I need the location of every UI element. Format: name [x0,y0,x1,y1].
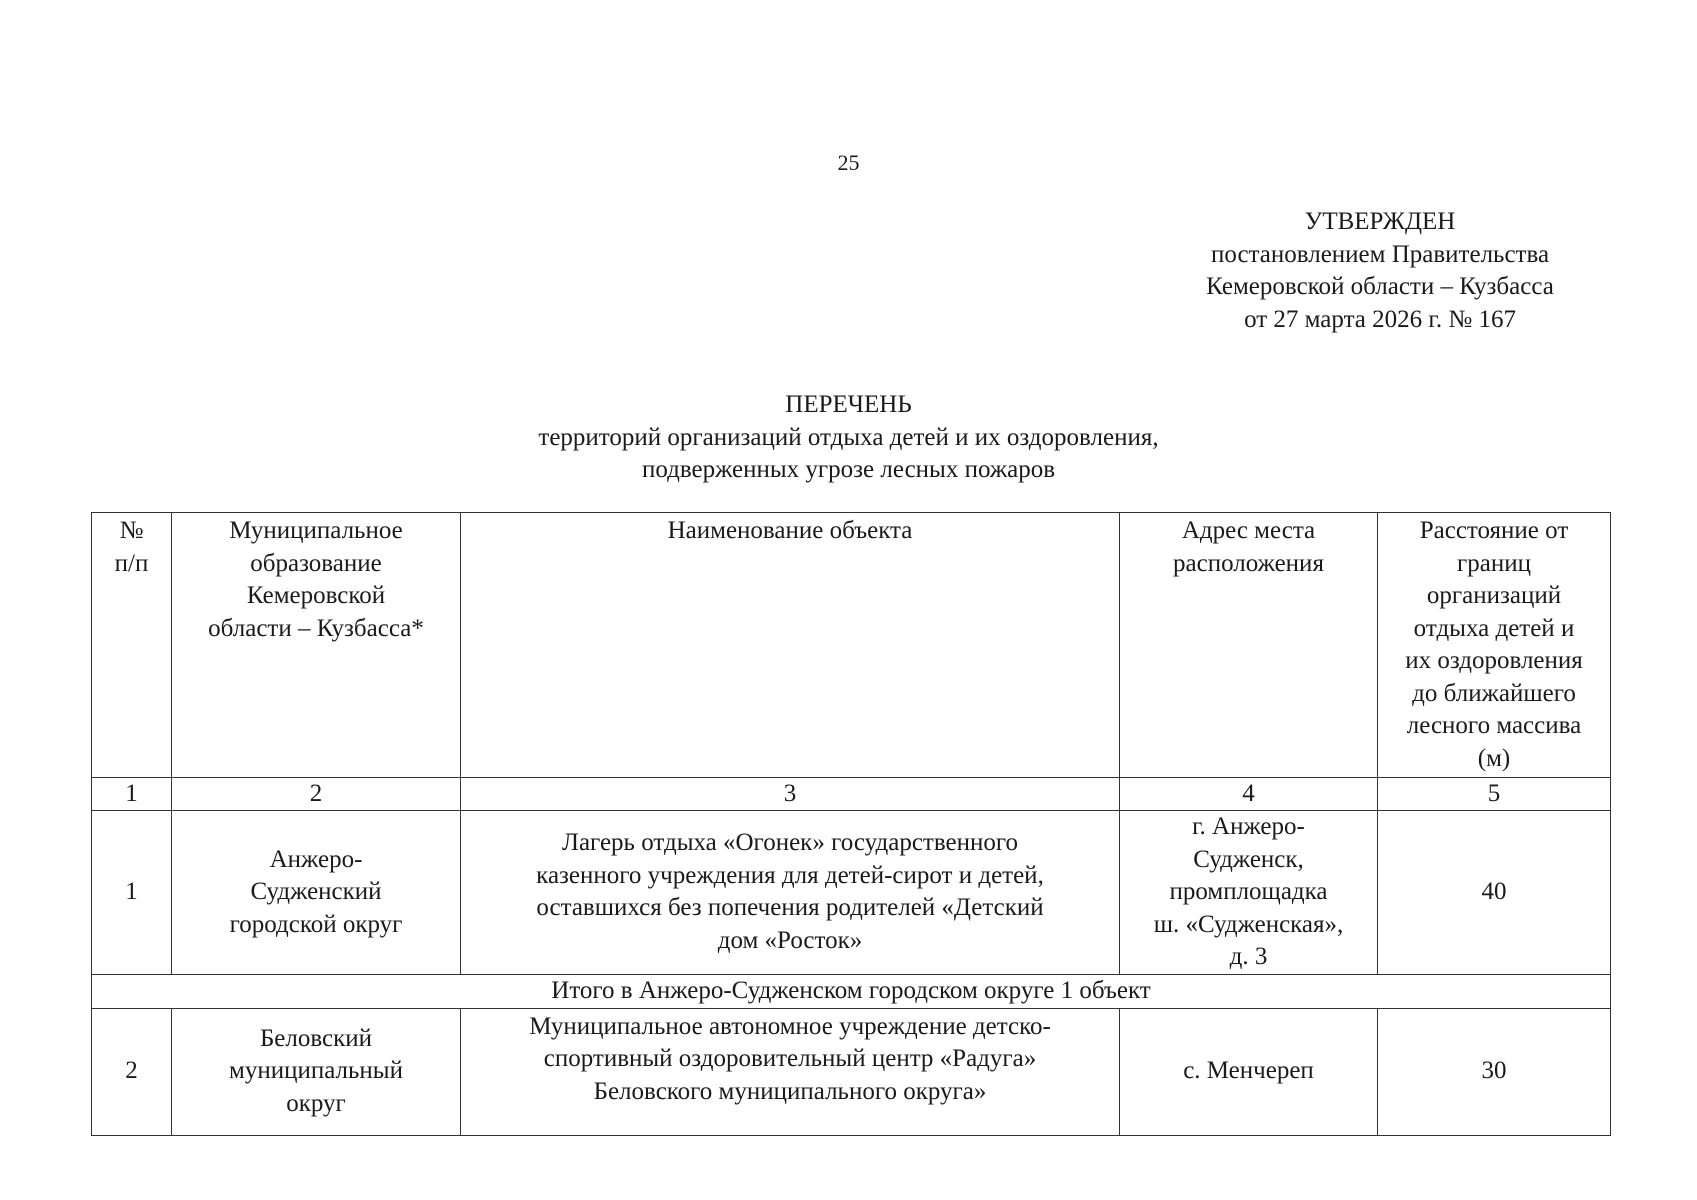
address-cell: с. Менчереп [1120,1008,1378,1135]
header-number: № п/п [92,513,172,778]
title-heading: ПЕРЕЧЕНЬ [785,391,912,418]
municipality-cell: Беловский муниципальный округ [172,1008,461,1135]
object-name-cell: Муниципальное автономное учреждение детско- спортивный оздоровительный центр «Радуга» Беловского муниципального округа» [461,1008,1120,1135]
header-address: Адрес места расположения [1120,513,1378,778]
header-municipality: Муниципальное образование Кемеровской области – Кузбасса* [172,513,461,778]
distance-cell: 40 [1378,811,1611,975]
page-number: 25 [837,150,860,175]
title-subtitle-line2: подверженных угрозе лесных пожаров [641,456,1056,483]
address-cell: г. Анжеро- Судженск, промплощадка ш. «Судженская», д. 3 [1120,811,1378,975]
title-subtitle-line1: территорий организаций отдыха детей и их оздоровления, [538,423,1159,451]
column-number-row [92,778,1611,811]
column-number-cell: 1 [92,778,172,811]
column-number-cell: 5 [1378,778,1611,811]
territories-table [91,512,1611,1136]
approval-line-resolution: постановлением Правительства [1210,240,1550,268]
approval-line-date: от 27 марта 2026 г. № 167 [1244,305,1516,333]
row-number: 1 [92,811,172,975]
header-object-name: Наименование объекта [461,513,1120,778]
object-name-cell: Лагерь отдыха «Огонек» государственного казенного учреждения для детей-сирот и детей, оставшихся без попечения родителей «Детский дом «Росток» [461,811,1120,975]
approval-stamp [1140,206,1620,336]
table-header-row [92,513,1611,778]
subtotal-cell: Итого в Анжеро-Судженском городском округе 1 объект [92,974,1611,1008]
column-number-cell: 4 [1120,778,1378,811]
approval-line-region: Кемеровской области – Кузбасса [1206,273,1554,300]
document-title [0,389,1697,487]
subtotal-row [92,974,1611,1008]
table-row [92,1008,1611,1135]
approval-line-approved: УТВЕРЖДЕН [1304,208,1456,235]
table-row [92,811,1611,975]
header-distance: Расстояние от границ организаций отдыха детей и их оздоровления до ближайшего лесного массива (м) [1378,513,1611,778]
distance-cell: 30 [1378,1008,1611,1135]
municipality-cell: Анжеро- Судженский городской округ [172,811,461,975]
row-number: 2 [92,1008,172,1135]
column-number-cell: 3 [461,778,1120,811]
column-number-cell: 2 [172,778,461,811]
